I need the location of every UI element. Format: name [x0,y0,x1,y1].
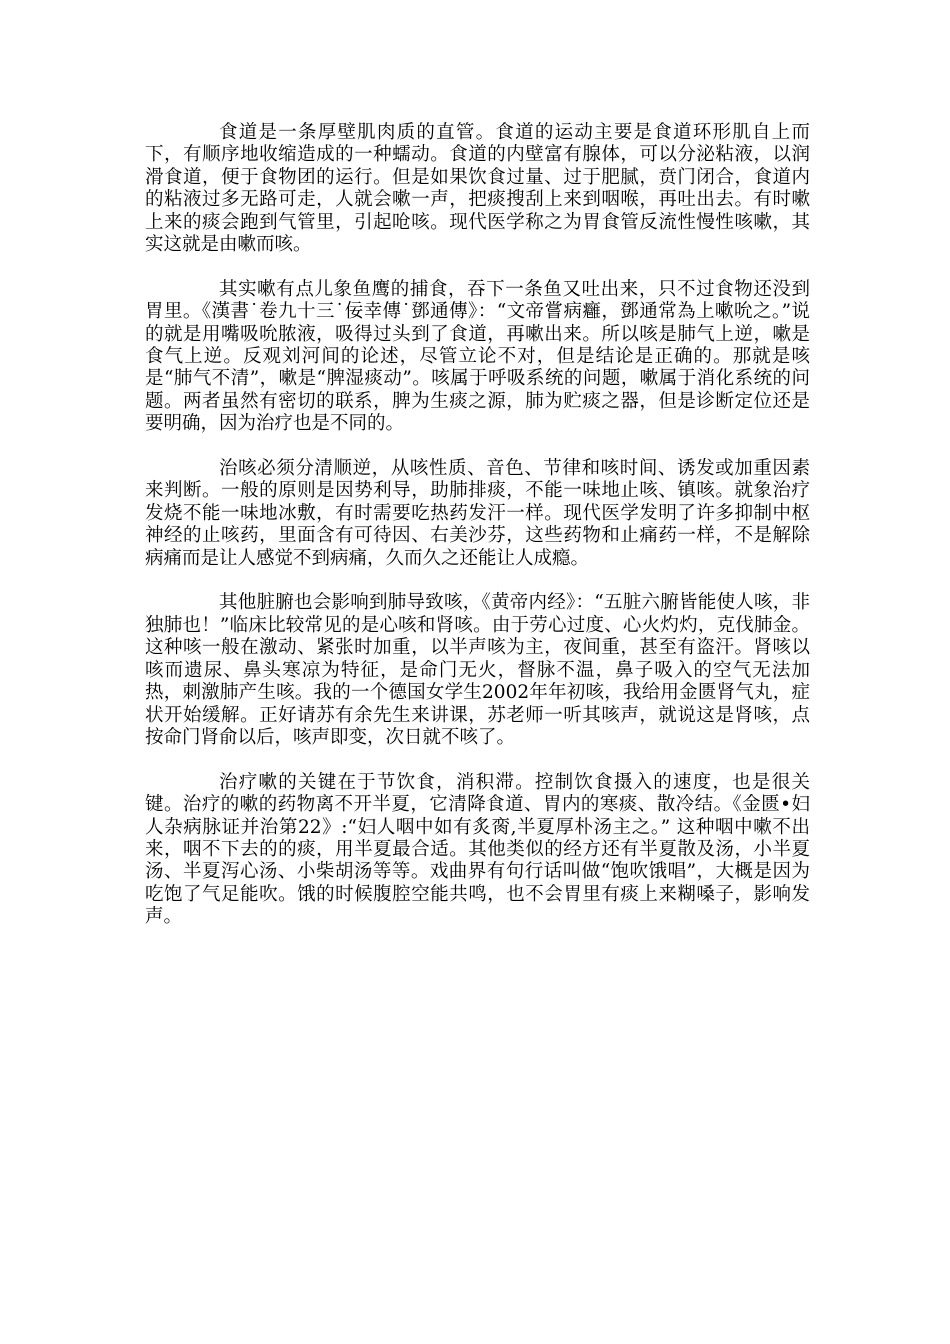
paragraph-other-organs: 其他脏腑也会影响到肺导致咳，《黄帝内经》：“五脏六腑皆能使人咳，非独肺也！”临床比较常见的是心咳和肾咳。由于劳心过度、心火灼灼，克伐肺金。这种咳一般在激动、紧张时加重，以半声咳为主，夜间重，甚至有盗汗。肾咳以咳而遗尿、鼻头寒凉为特征，是命门无火，督脉不温，鼻子吸入的空气无法加热，刺激肺产生咳。我的一个德国女学生2002年年初咳，我给用金匮肾气丸，症状开始缓解。正好请苏有余先生来讲课，苏老师一听其咳声，就说这是肾咳，点按命门肾俞以后，咳声即变，次日就不咳了。 [145,592,810,748]
document-page [145,122,810,951]
paragraph-cough-vs-sou: 其实嗽有点儿象鱼鹰的捕食，吞下一条鱼又吐出来，只不过食物还没到胃里。《漢書˙卷九十三˙佞幸傳˙鄧通傳》：“文帝嘗病癰，鄧通常為上嗽吮之。”说的就是用嘴吸吮脓液，吸得过头到了食道，再嗽出来。所以咳是肺气上逆，嗽是食气上逆。反观刘河间的论述，尽管立论不对，但是结论是正确的。那就是咳是“肺气不清”，嗽是“脾湿痰动”。咳属于呼吸系统的问题，嗽属于消化系统的问题。两者虽然有密切的联系，脾为生痰之源，肺为贮痰之器，但是诊断定位还是要明确，因为治疗也是不同的。 [145,278,810,435]
paragraph-treating-sou: 治疗嗽的关键在于节饮食，消积滞。控制饮食摄入的速度，也是很关键。治疗的嗽的药物离不开半夏，它清降食道、胃内的寒痰、散冷结。《金匮•妇人杂病脉证并治第22》:“妇人咽中如有炙脔,半夏厚朴汤主之。” 这种咽中嗽不出来，咽不下去的的痰，用半夏最合适。其他类似的经方还有半夏散及汤，小半夏汤、半夏泻心汤、小柴胡汤等等。戏曲界有句行话叫做“饱吹饿唱”，大概是因为吃饱了气足能吹。饿的时候腹腔空能共鸣，也不会胃里有痰上来糊嗓子，影响发声。 [145,771,810,928]
paragraph-esophagus: 食道是一条厚壁肌肉质的直管。食道的运动主要是食道环形肌自上而下，有顺序地收缩造成的一种蠕动。食道的内壁富有腺体，可以分泌粘液，以润滑食道，便于食物团的运行。但是如果饮食过量、过于肥腻，贲门闭合，食道内的粘液过多无路可走，人就会嗽一声，把痰搜刮上来到咽喉，再吐出去。有时嗽上来的痰会跑到气管里，引起呛咳。现代医学称之为胃食管反流性慢性咳嗽，其实这就是由嗽而咳。 [145,122,810,256]
paragraph-treating-cough: 治咳必须分清顺逆，从咳性质、音色、节律和咳时间、诱发或加重因素来判断。一般的原则是因势利导，助肺排痰，不能一味地止咳、镇咳。就象治疗发烧不能一味地冰敷，有时需要吃热药发汗一样。现代医学发明了许多抑制中枢神经的止咳药，里面含有可待因、右美沙芬，这些药物和止痛药一样，不是解除病痛而是让人感觉不到病痛，久而久之还能让人成瘾。 [145,458,810,569]
